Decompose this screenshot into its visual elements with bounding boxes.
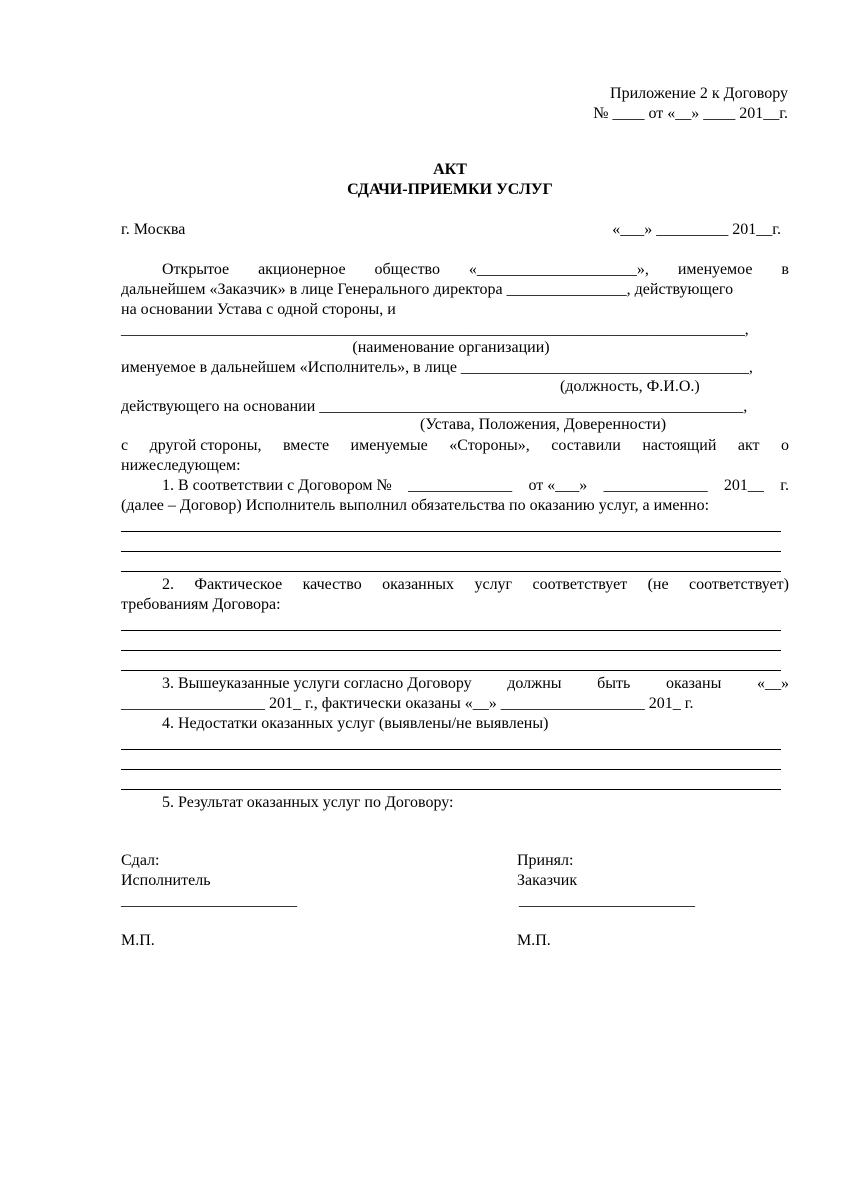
- city: г. Москва: [121, 221, 186, 238]
- doc-date: «___» _________ 201__г.: [612, 221, 781, 238]
- clause-2-word: соответствует): [689, 576, 789, 593]
- appendix-label: Приложение 2 к Договору: [610, 85, 788, 102]
- handed-over-label: Сдал:: [121, 852, 160, 869]
- position-caption: (должность, Ф.И.О.): [560, 378, 700, 395]
- intro-word: о: [781, 437, 789, 454]
- intro-line-10: [121, 436, 789, 456]
- doc-title: АКТ: [433, 161, 467, 178]
- fill-line: [121, 571, 781, 572]
- clause-1-part: _____________: [603, 477, 708, 494]
- organization-name-blank: ________________________________________________________________________________,: [121, 321, 749, 338]
- clause-2-line-1: [162, 575, 789, 595]
- clause-1-part: г.: [780, 477, 789, 494]
- clause-2-word: соответствует: [532, 576, 628, 593]
- fill-line: [121, 551, 781, 552]
- intro-word: именуемое: [677, 261, 753, 278]
- clause-1-line-2: (далее – Договор) Исполнитель выполнил обязательства по оказанию услуг, а именно:: [121, 497, 710, 514]
- clause-1-part: от «___»: [528, 477, 588, 494]
- fill-line: [121, 630, 781, 631]
- clause-3-part: должны: [507, 675, 562, 692]
- intro-line-8: действующего на основании _____________________________________________________,: [121, 398, 748, 415]
- contract-reference: № ____ от «__» ____ 201__г.: [593, 105, 788, 122]
- intro-line-2: дальнейшем «Заказчик» в лице Генерального директора _______________, действующего: [121, 281, 734, 298]
- clause-2-word: оказанных: [382, 576, 455, 593]
- executor-signature-line: ______________________: [121, 892, 297, 909]
- intro-word: акционерное: [258, 261, 346, 278]
- organization-caption: (наименование организации): [352, 339, 550, 356]
- intro-word: с: [121, 437, 129, 454]
- doc-subtitle: СДАЧИ-ПРИЕМКИ УСЛУГ: [347, 181, 553, 198]
- fill-line: [121, 749, 781, 750]
- clause-3-part: быть: [597, 675, 631, 692]
- clause-2-word: (не: [647, 576, 669, 593]
- accepted-label: Принял:: [517, 852, 574, 869]
- intro-word: общество: [374, 261, 440, 278]
- clause-1-part: _____________: [408, 477, 513, 494]
- intro-line-6: именуемое в дальнейшем «Исполнитель», в лице ____________________________________,: [121, 359, 753, 376]
- fill-line: [121, 670, 781, 671]
- fill-line: [121, 531, 781, 532]
- fill-line: [121, 650, 781, 651]
- intro-line-3: на основании Устава с одной стороны, и: [121, 301, 396, 318]
- clause-5: 5. Результат оказанных услуг по Договору:: [162, 794, 454, 811]
- clause-3-line-2: __________________ 201_ г., фактически оказаны «__» __________________ 201_ г.: [121, 695, 694, 712]
- intro-line-11: нижеследующем:: [121, 457, 241, 474]
- clause-4: 4. Недостатки оказанных услуг (выявлены/не выявлены): [162, 715, 549, 732]
- clause-3-part: 3. Вышеуказанные услуги согласно Договору: [162, 675, 472, 692]
- customer-signature-line: ______________________: [519, 892, 695, 909]
- customer-label: Заказчик: [517, 872, 578, 889]
- clause-2-word: качество: [302, 576, 362, 593]
- intro-word: «____________________»,: [468, 261, 649, 278]
- intro-word: именуемые: [350, 437, 428, 454]
- intro-word: настоящий: [642, 437, 717, 454]
- intro-word: акт: [737, 437, 760, 454]
- intro-word: вместе: [282, 437, 330, 454]
- intro-word: составили: [551, 437, 621, 454]
- intro-word: другой стороны,: [149, 437, 262, 454]
- clause-2-word: услуг: [474, 576, 513, 593]
- clause-2-line-2: требованиям Договора:: [121, 596, 281, 613]
- intro-word: Открытое: [162, 261, 230, 278]
- fill-line: [121, 769, 781, 770]
- fill-line: [121, 789, 781, 790]
- clause-3-line-1: [162, 674, 789, 694]
- intro-word: «Стороны»,: [449, 437, 530, 454]
- clause-3-part: оказаны: [665, 675, 722, 692]
- clause-1-line-1: [162, 476, 789, 496]
- customer-stamp-label: М.П.: [517, 932, 551, 949]
- clause-3-part: «__»: [756, 675, 789, 692]
- clause-1-part: 201__: [723, 477, 764, 494]
- basis-caption: (Устава, Положения, Доверенности): [420, 416, 667, 433]
- intro-line-1: [162, 260, 789, 280]
- clause-2-word: Фактическое: [194, 576, 283, 593]
- executor-stamp-label: М.П.: [121, 932, 155, 949]
- clause-2-word: 2.: [162, 576, 174, 593]
- clause-1-part: 1. В соответствии с Договором №: [162, 477, 392, 494]
- intro-word: в: [781, 261, 789, 278]
- executor-label: Исполнитель: [121, 872, 211, 889]
